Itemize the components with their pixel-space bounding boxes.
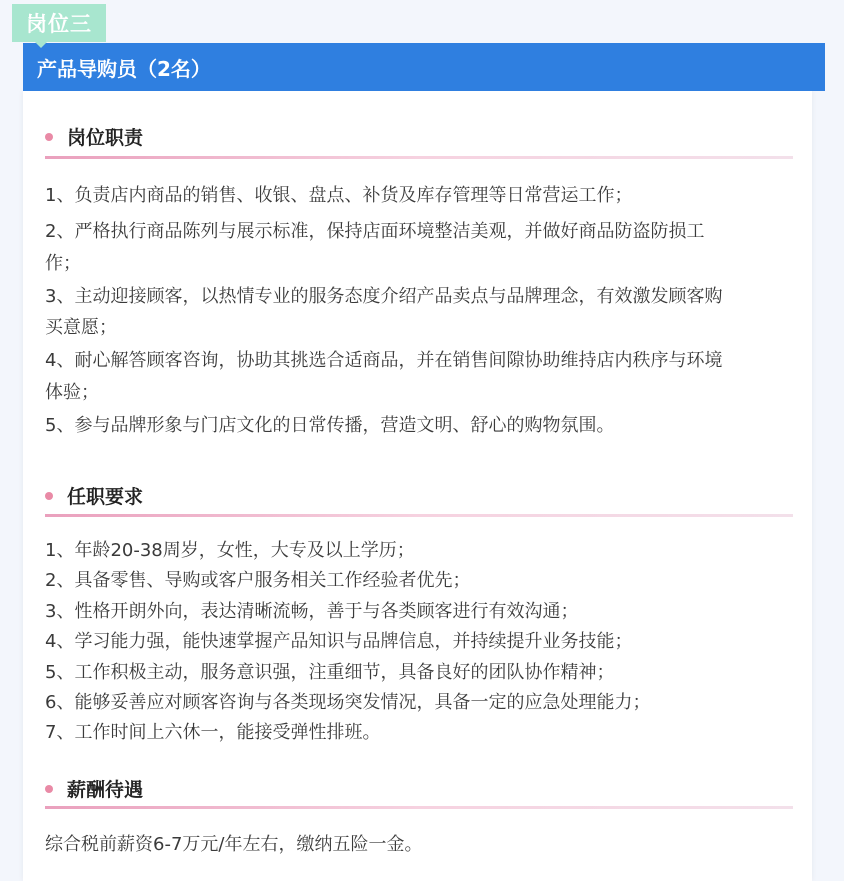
section-header-duties bbox=[45, 123, 793, 150]
duty-line: 4、耐心解答顾客咨询，协助其挑选合适商品，并在销售间隙协助维持店内秩序与环境 bbox=[45, 350, 723, 371]
bullet-dot-icon bbox=[45, 785, 53, 793]
duty-line: 3、主动迎接顾客，以热情专业的服务态度介绍产品卖点与品牌理念，有效激发顾客购 bbox=[45, 286, 723, 307]
section-header-salary bbox=[45, 775, 793, 802]
section-divider bbox=[45, 806, 793, 809]
duty-line: 作； bbox=[45, 253, 81, 274]
duty-line: 1、负责店内商品的销售、收银、盘点、补货及库存管理等日常营运工作； bbox=[45, 185, 633, 206]
section-title-duties: 岗位职责 bbox=[67, 127, 144, 149]
position-tag: 岗位三 bbox=[12, 4, 106, 42]
bullet-dot-icon bbox=[45, 133, 53, 141]
section-header-requirements bbox=[45, 482, 793, 509]
requirement-line: 1、年龄20-38周岁，女性，大专及以上学历； bbox=[45, 540, 415, 561]
job-title: 产品导购员（2名） bbox=[37, 56, 211, 81]
requirement-line: 6、能够妥善应对顾客咨询与各类现场突发情况，具备一定的应急处理能力； bbox=[45, 692, 651, 713]
job-title-bar bbox=[23, 43, 825, 91]
bullet-dot-icon bbox=[45, 492, 53, 500]
duty-line: 体验； bbox=[45, 382, 99, 403]
duty-line: 2、严格执行商品陈列与展示标准，保持店面环境整洁美观，并做好商品防盗防损工 bbox=[45, 221, 705, 242]
section-title-salary: 薪酬待遇 bbox=[67, 779, 144, 801]
requirement-line: 3、性格开朗外向，表达清晰流畅，善于与各类顾客进行有效沟通； bbox=[45, 601, 579, 622]
duty-line: 5、参与品牌形象与门店文化的日常传播，营造文明、舒心的购物氛围。 bbox=[45, 415, 615, 436]
salary-line: 综合税前薪资6-7万元/年左右，缴纳五险一金。 bbox=[45, 834, 423, 855]
duty-line: 买意愿； bbox=[45, 317, 117, 338]
section-title-requirements: 任职要求 bbox=[67, 486, 144, 508]
requirement-line: 2、具备零售、导购或客户服务相关工作经验者优先； bbox=[45, 570, 471, 591]
requirement-line: 7、工作时间上六休一，能接受弹性排班。 bbox=[45, 722, 381, 743]
position-tag-pointer bbox=[34, 41, 48, 48]
requirement-line: 5、工作积极主动，服务意识强，注重细节，具备良好的团队协作精神； bbox=[45, 662, 615, 683]
section-divider bbox=[45, 156, 793, 159]
section-divider bbox=[45, 514, 793, 517]
requirement-line: 4、学习能力强，能快速掌握产品知识与品牌信息，并持续提升业务技能； bbox=[45, 631, 633, 652]
